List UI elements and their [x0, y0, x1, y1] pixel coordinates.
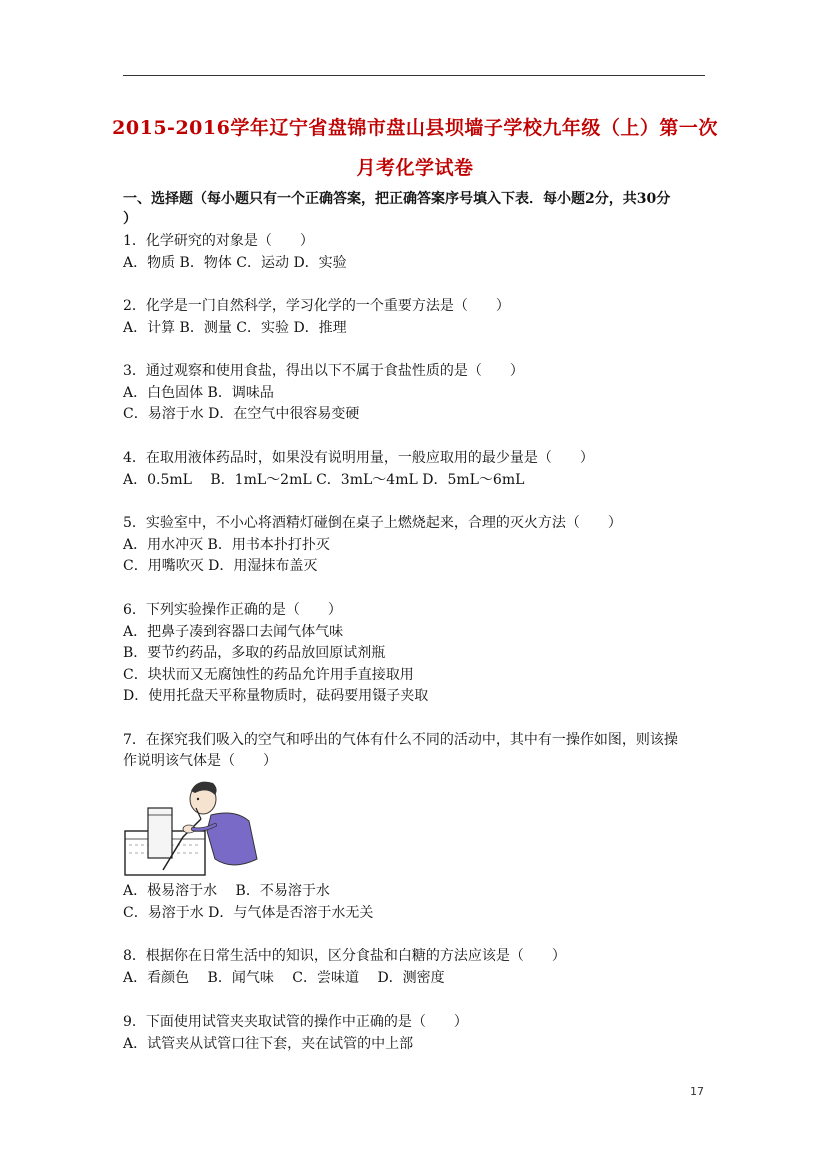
question-7-options-cd: C．易溶于水 D．与气体是否溶于水无关 [123, 905, 374, 921]
question-3-options-ab: A．白色固体 B．调味品 [123, 385, 274, 401]
question-7: 7．在探究我们吸入的空气和呼出的气体有什么不同的活动中，其中有一操作如图，则该操 [123, 732, 678, 748]
header-rule [123, 75, 705, 76]
page-number: 17 [690, 1085, 704, 1098]
question-6-option-b: B．要节约药品，多取的药品放回原试剂瓶 [123, 645, 386, 661]
question-4: 4．在取用液体药品时，如果没有说明用量，一般应取用的最少量是（ ） [123, 450, 594, 466]
question-4-options: A．0.5mL B．1mL～2mL C．3mL～4mL D．5mL～6mL [123, 472, 525, 488]
section-heading-cont: ） [123, 211, 137, 227]
question-1: 1．化学研究的对象是（ ） [123, 233, 314, 249]
question-6-option-d: D．使用托盘天平称量物质时，砝码要用镊子夹取 [123, 688, 429, 704]
question-8-options: A．看颜色 B．闻气味 C．尝味道 D．测密度 [123, 970, 445, 986]
question-5: 5．实验室中，不小心将酒精灯碰倒在桌子上燃烧起来，合理的灭火方法（ ） [123, 515, 622, 531]
question-7-cont: 作说明该气体是（ ） [123, 753, 277, 769]
exam-title-line1: 2015-2016学年辽宁省盘锦市盘山县坝墙子学校九年级（上）第一次 [112, 117, 718, 139]
question-8: 8．根据你在日常生活中的知识，区分食盐和白糖的方法应该是（ ） [123, 948, 566, 964]
question-2: 2．化学是一门自然科学，学习化学的一个重要方法是（ ） [123, 298, 510, 314]
question-3: 3．通过观察和使用食盐，得出以下不属于食盐性质的是（ ） [123, 363, 524, 379]
exam-title-line2: 月考化学试卷 [356, 157, 474, 179]
question-5-options-ab: A．用水冲灭 B．用书本扑打扑灭 [123, 537, 330, 553]
question-1-options: A．物质 B．物体 C．运动 D．实验 [123, 255, 347, 271]
question-6: 6．下列实验操作正确的是（ ） [123, 602, 342, 618]
question-6-option-c: C．块状而又无腐蚀性的药品允许用手直接取用 [123, 667, 414, 683]
section-heading: 一、选择题（每小题只有一个正确答案，把正确答案序号填入下表．每小题2分，共30分 [123, 191, 671, 207]
question-5-options-cd: C．用嘴吹灭 D．用湿抹布盖灭 [123, 558, 318, 574]
question-2-options: A．计算 B．测量 C．实验 D．推理 [123, 320, 347, 336]
question-3-options-cd: C．易溶于水 D．在空气中很容易变硬 [123, 406, 360, 422]
question-6-option-a: A．把鼻子凑到容器口去闻气体气味 [123, 624, 344, 640]
question-9: 9．下面使用试管夹夹取试管的操作中正确的是（ ） [123, 1014, 468, 1030]
question-9-option-a: A．试管夹从试管口往下套，夹在试管的中上部 [123, 1036, 414, 1052]
gas-collection-illustration [123, 775, 271, 878]
question-7-options-ab: A．极易溶于水 B．不易溶于水 [123, 883, 330, 899]
